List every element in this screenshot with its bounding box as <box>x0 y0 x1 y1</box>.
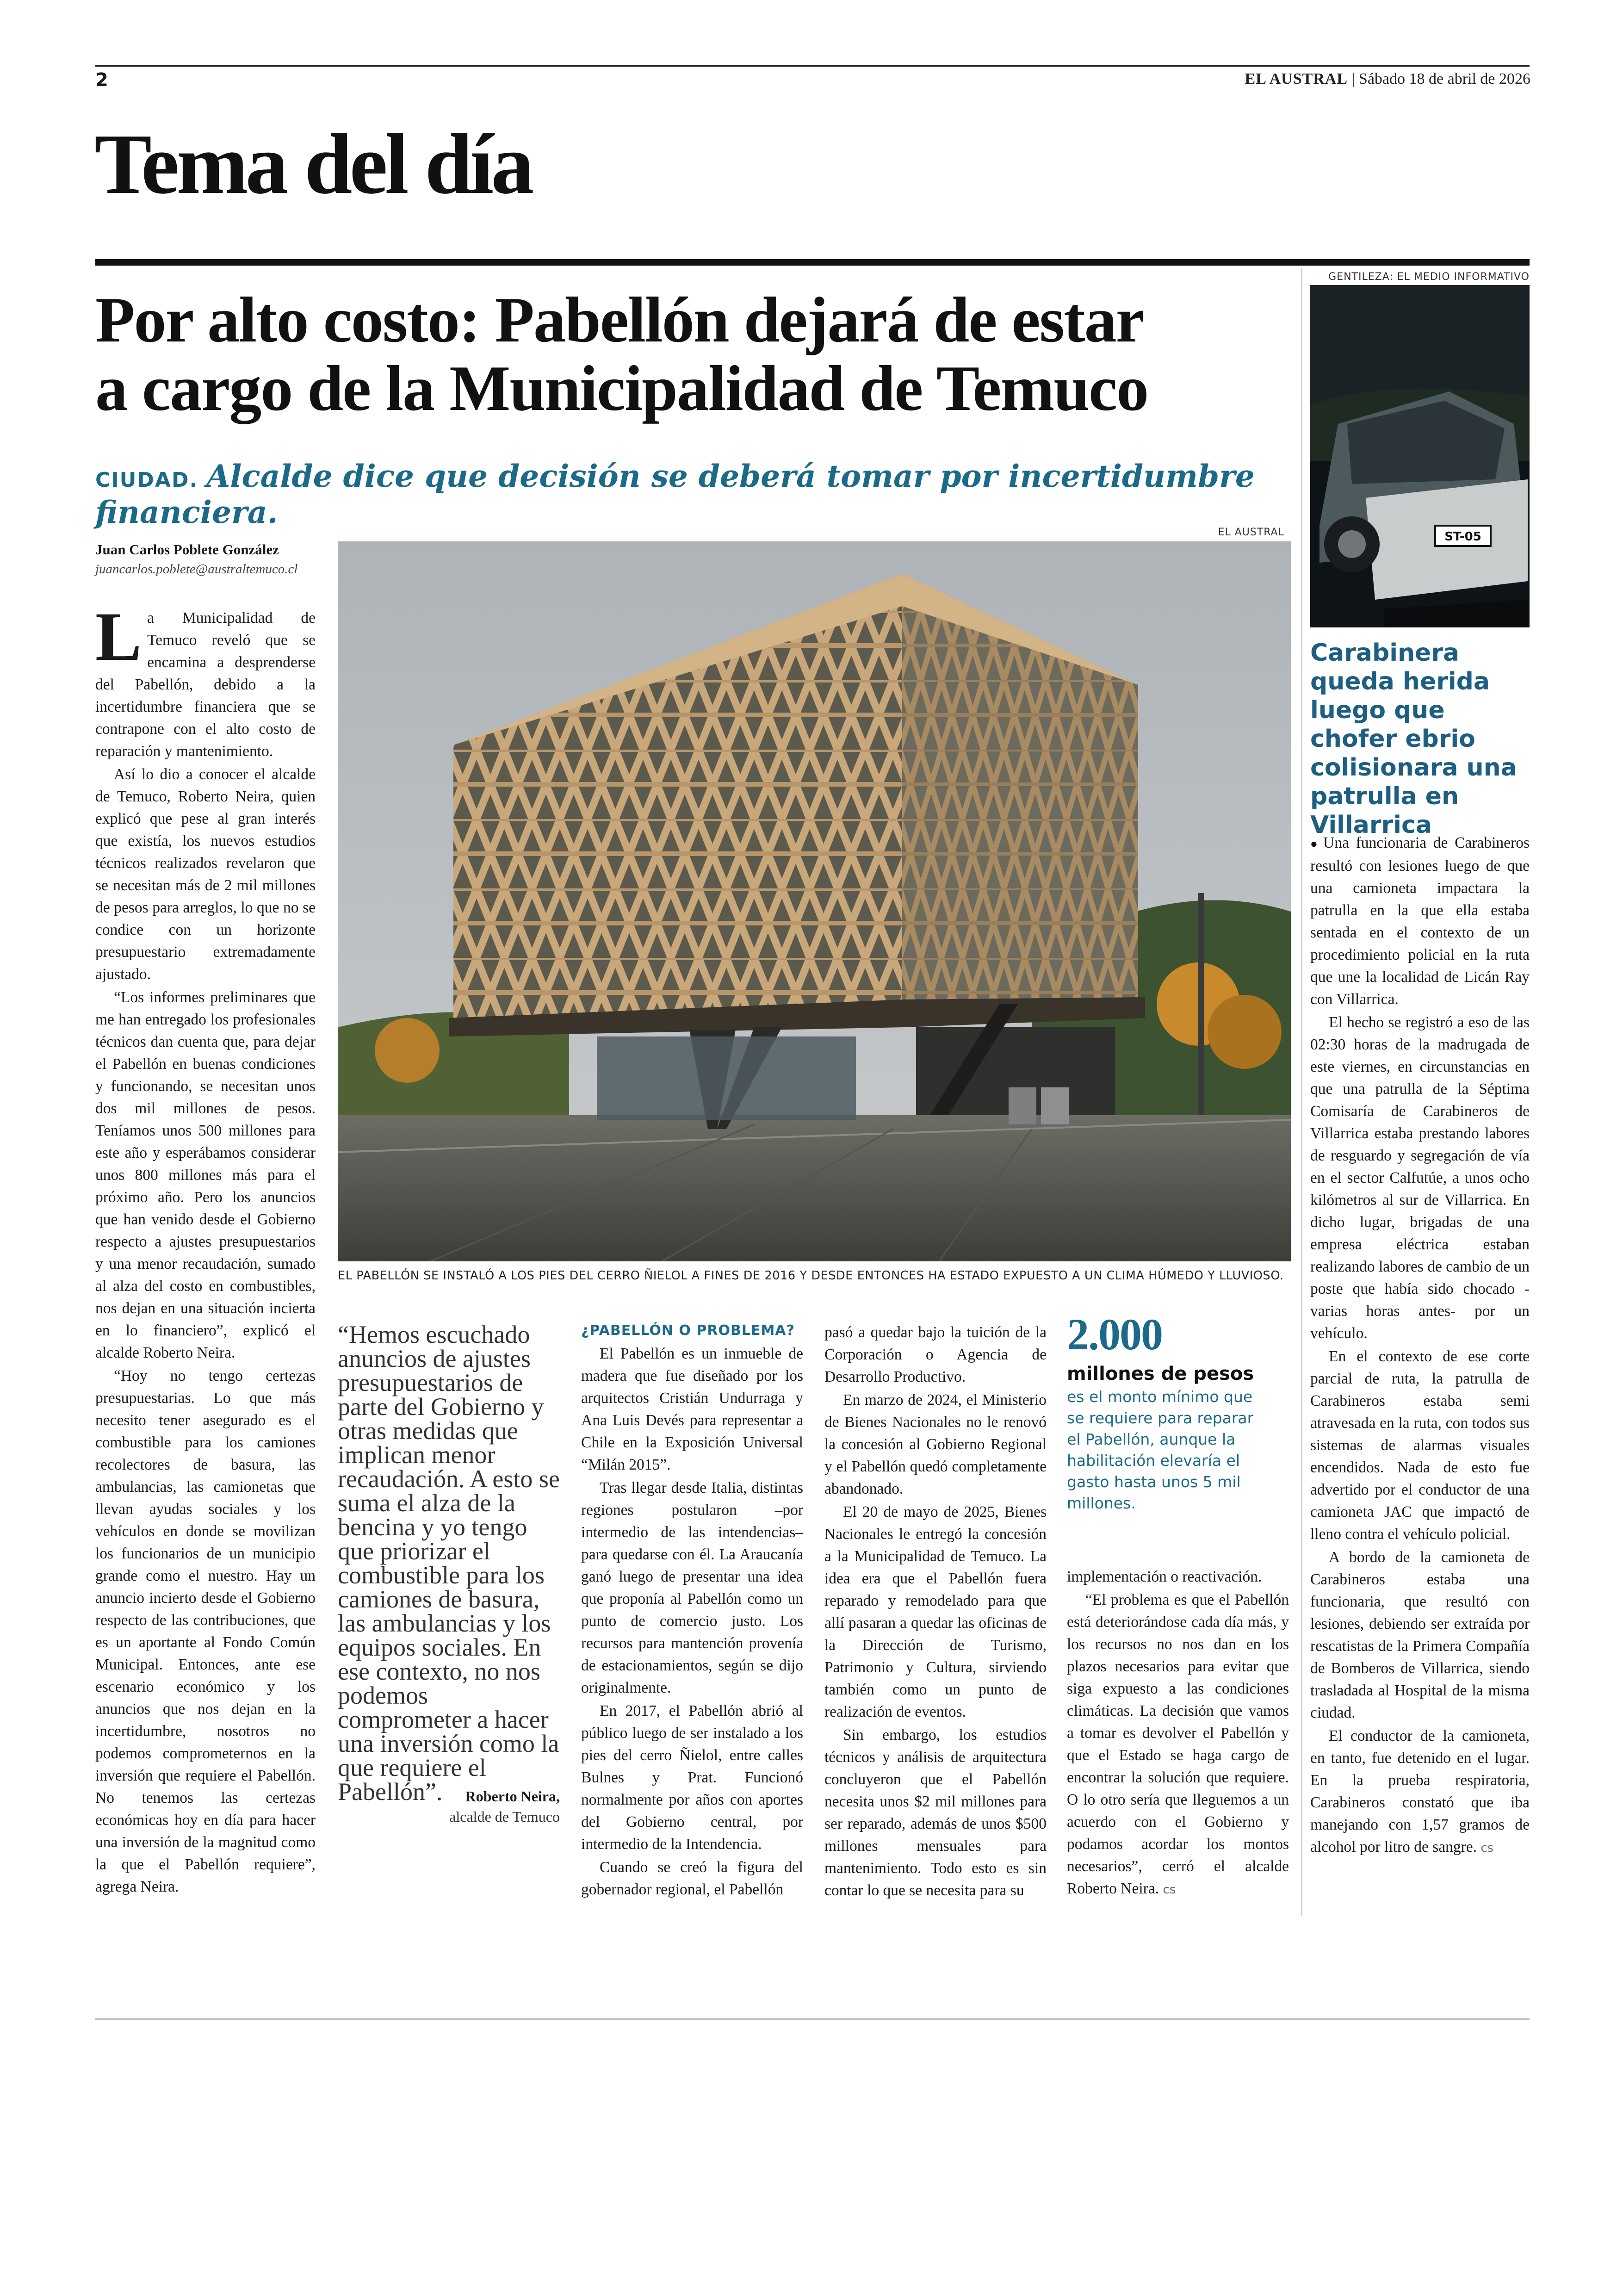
article-subhead <box>95 458 1298 530</box>
pavilion-photo <box>338 541 1291 1261</box>
stat-text: es el monto mínimo que se requiere para reparar el Pabellón, aunque la habilitación elevaría el gasto hasta unos 5 mil millones. <box>1067 1388 1254 1512</box>
pavilion-illustration <box>338 541 1291 1261</box>
article-column-1 <box>95 598 316 1899</box>
paragraph: A bordo de la camioneta de Carabineros estaba una funcionaria, que resultó con lesiones, debiendo ser extraída por rescatistas de la Primera Compañía de Bomberos de Villarrica, siendo trasladada al Hospital de la misma ciudad. <box>1310 1549 1530 1721</box>
stat-label: millones de pesos <box>1067 1363 1254 1384</box>
paragraph: El hecho se registró a eso de las 02:30 horas de la madrugada de este viernes, en circunstancias en que una patrulla de la Séptima Comisaría de Carabineros de Villarrica estaba prestando labores de resguardo y segregación de vía en el sector Calfutúe, a unos ocho kilómetros al sur de Villarrica. En dicho lugar, brigadas de una empresa eléctrica estaban realizando labores de cambio de un poste que había sido chocado -varias horas antes- por un vehículo. <box>1310 1014 1530 1342</box>
end-mark-icon: cs <box>1481 1841 1494 1855</box>
article-column-3 <box>824 1322 1047 1903</box>
headline-line-2: a cargo de la Municipalidad de Temuco <box>95 353 1148 424</box>
side-column <box>1310 832 1530 1860</box>
paragraph: “Hoy no tengo certezas presupuestarias. Lo que más necesito tener asegurado es el combustible para los camiones recolectores de basura, las ambulancias, las camionetas que llevan ayudas sociales y los vehículos en donde se movilizan los funcionarios de un municipio grande como el nuestro. Hay un anuncio incierto desde el Gobierno respecto de las contribuciones, que es un aportante al Fondo Común Municipal. Entonces, ante ese escenario económico y los anuncios que nos dejan en la incertidumbre, nosotros no podemos comprometernos en la inversión que requiere el Pabellón. No tenemos las certezas económicas hoy en día para hacer una inversión de la magnitud como la que el Pabellón requiere”, agrega Neira. <box>95 1367 316 1895</box>
paragraph: implementación o reactivación. <box>1067 1568 1262 1585</box>
side-divider <box>1301 268 1302 1916</box>
pull-quote: “Hemos escuchado anuncios de ajustes presupuestarios de parte del Gobierno y otras medidas que implican menor recaudación. A esto se suma el alza de la bencina y yo tengo que priorizar el combustible para los camiones de basura, las ambulancias y los equipos sociales. En ese contexto, no nos podemos comprometer a hacer una inversión como la que requiere el Pabellón”. <box>338 1321 560 1806</box>
paragraph-text: “El problema es que el Pabellón está deteriorándose cada día más, y los recursos no nos dan en los plazos necesarios para evitar que siga expuesto a las condiciones climáticas. La decisión que vamos a tomar es devolver el Pabellón y que el Estado se haga cargo de encontrar la solución que requiere. O lo otro sería que lleguemos a un acuerdo con el Gobierno y podamos acordar los montos necesarios”, cerró el alcalde Roberto Neira. <box>1067 1591 1289 1897</box>
top-rule <box>95 65 1530 67</box>
section-title: Tema del día <box>94 117 532 212</box>
paragraph-text: El conductor de la camioneta, en tanto, fue detenido en el lugar. En la prueba respiratoria, Carabineros constató que iba manejando con 1,57 gramos de alcohol por litro de sangre. <box>1310 1727 1530 1855</box>
subhead-tag: CIUDAD. <box>95 468 198 492</box>
paragraph: El Pabellón es un inmueble de madera que fue diseñado por los arquitectos Cristián Undurraga y Ana Luis Devés para representar a Chile en la Exposición Universal “Milán 2015”. <box>581 1345 803 1473</box>
stat-number: 2.000 <box>1067 1309 1162 1359</box>
crash-photo <box>1310 285 1530 627</box>
byline-email[interactable]: juancarlos.poblete@australtemuco.cl <box>95 562 298 577</box>
paragraph: Tras llegar desde Italia, distintas regiones postularon –por intermedio de las intendencias– para quedarse con él. La Araucanía ganó luego de presentar una idea que proponía al Pabellón como un punto de comercio justo. Los recursos para mantención provenía de estacionamientos, según se dijo originalmente. <box>581 1479 803 1696</box>
paragraph: Así lo dio a conocer el alcalde de Temuco, Roberto Neira, quien explicó que pese al gran interés que existía, los nuevos estudios técnicos realizados revelaron que se necesitan más de 2 mil millones de pesos para arreglos, lo que no se condice con un horizonte presupuestario extremadamente ajustado. <box>95 766 316 983</box>
bullet-icon: ● <box>1310 837 1321 850</box>
byline-author: Juan Carlos Poblete González <box>95 541 279 558</box>
paragraph <box>95 598 316 763</box>
article-headline <box>95 286 1280 423</box>
issue-date: | Sábado 18 de abril de 2026 <box>1351 70 1530 87</box>
photo-credit: EL AUSTRAL <box>1218 527 1284 538</box>
paragraph: En 2017, el Pabellón abrió al público luego de ser instalado a los pies del cerro Ñielol, entre calles Bulnes y Prat. Funcionó normalmente por años con aportes del Gobierno central, por intermedio de la Intendencia. <box>581 1702 803 1853</box>
paragraph <box>1310 832 1530 1011</box>
quote-author: Roberto Neira, <box>465 1788 560 1805</box>
paragraph <box>1310 1725 1530 1859</box>
crash-illustration <box>1310 285 1530 627</box>
paragraph-text: Una funcionaria de Carabineros resultó con lesiones luego de que una camioneta impactara la patrulla en la que ella estaba sentada en el contexto de un procedimiento policial en la ruta que une la localidad de Licán Ray con Villarrica. <box>1310 834 1530 1008</box>
paragraph: “Los informes preliminares que me han entregado los profesionales técnicos dan cuenta que, para dejar el Pabellón en buenas condiciones y funcionando, se necesitan unos dos mil millones de pesos. Teníamos unos 500 millones para este año y esperábamos considerar unos 800 millones más para el próximo año. Pero los anuncios que han venido desde el Gobierno respecto a ajustes presupuestarios y una menor recaudación, sumado al alza del costo en combustibles, nos dejan en una situación incierta en lo financiero”, explicó el alcalde Roberto Neira. <box>95 989 316 1361</box>
paragraph: Cuando se creó la figura del gobernador regional, el Pabellón <box>581 1859 803 1898</box>
section-rule <box>95 259 1530 266</box>
page-number: 2 <box>95 69 108 91</box>
end-mark-icon: cs <box>1163 1883 1176 1897</box>
subhead-text: Alcalde dice que decisión se deberá tomar por incertidumbre financiera. <box>95 458 1255 530</box>
article-column-2 <box>581 1343 803 1902</box>
side-headline: Carabinera queda herida luego que chofer ebrio colisionara una patrulla en Villarrica <box>1310 639 1517 839</box>
paragraph: En el contexto de ese corte parcial de ruta, la patrulla de Carabineros estaba semi atravesada en la ruta, con todos sus sistemas de alarmas visuales encendidos. Nada de esto fue advertido por el conductor de una camioneta JAC que impactó de lleno contra el vehículo policial. <box>1310 1348 1530 1543</box>
license-plate: ST-05 <box>1444 530 1481 544</box>
photo-caption: EL PABELLÓN SE INSTALÓ A LOS PIES DEL CERRO ÑIELOL A FINES DE 2016 Y DESDE ENTONCES HA ESTADO EXPUESTO A UN CLIMA HÚMEDO Y LLUVIOSO. <box>338 1269 1284 1283</box>
paragraph: El 20 de mayo de 2025, Bienes Nacionales le entregó la concesión a la Municipalidad de Temuco. La idea era que el Pabellón fuera reparado y remodelado para que allí pasaran a quedar las oficinas de la Dirección de Turismo, Patrimonio y Cultura, sirviendo también como un punto de realización de eventos. <box>824 1503 1047 1720</box>
box-kicker: ¿PABELLÓN O PROBLEMA? <box>581 1322 795 1339</box>
article-column-4 <box>1067 1566 1289 1902</box>
masthead-info <box>1245 70 1530 88</box>
side-photo-credit: GENTILEZA: EL MEDIO INFORMATIVO <box>1328 271 1530 283</box>
paragraph: En marzo de 2024, el Ministerio de Bienes Nacionales no le renovó la concesión al Gobierno Regional y el Pabellón quedó completamente abandonado. <box>824 1391 1047 1497</box>
drop-cap: L <box>95 598 142 675</box>
paper-name: EL AUSTRAL <box>1245 70 1348 87</box>
quote-role: alcalde de Temuco <box>449 1808 560 1825</box>
paragraph <box>1067 1589 1289 1901</box>
paragraph-text: a Municipalidad de Temuco reveló que se encamina a desprenderse del Pabellón, debido a la incertidumbre financiera que se contrapone con el alto costo de reparación y mantenimiento. <box>95 609 316 760</box>
paragraph: Sin embargo, los estudios técnicos y análisis de arquitectura concluyeron que el Pabellón necesita unos $2 mil millones para ser reparado, además de unos $500 millones mensuales para mantenimiento. Todo esto es sin contar lo que se necesita para su <box>824 1726 1047 1899</box>
headline-line-1: Por alto costo: Pabellón dejará de estar <box>95 284 1144 356</box>
paragraph: pasó a quedar bajo la tuición de la Corporación o Agencia de Desarrollo Productivo. <box>824 1324 1047 1385</box>
bottom-rule <box>95 2018 1530 2020</box>
